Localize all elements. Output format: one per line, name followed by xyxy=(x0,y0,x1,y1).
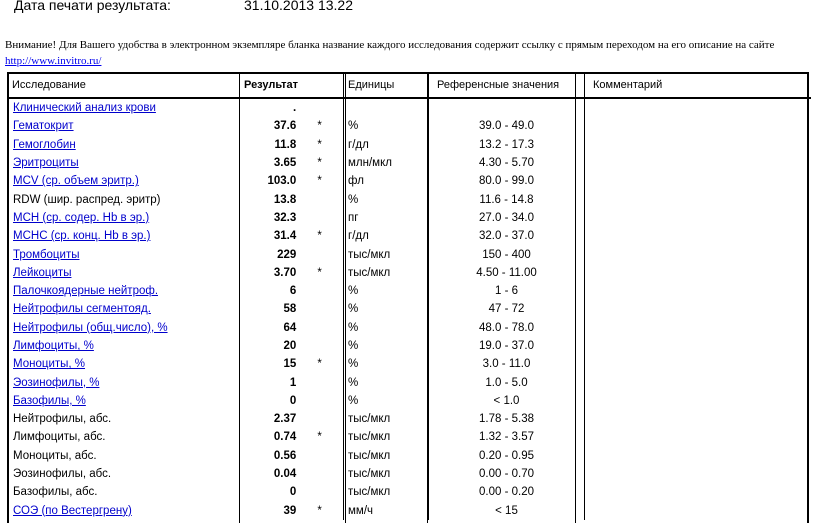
result-value: 0 xyxy=(289,394,297,407)
test-name: Лимфоциты, абс. xyxy=(13,431,106,444)
abnormal-flag: * xyxy=(317,157,322,170)
abnormal-flag: * xyxy=(317,358,322,371)
test-name-cell xyxy=(7,337,249,355)
comment-cell xyxy=(585,337,812,355)
unit-cell: % xyxy=(344,190,429,208)
invitro-site-link[interactable]: http://www.invitro.ru/ xyxy=(5,54,102,67)
result-value: 0.04 xyxy=(273,468,297,481)
reference-range-cell: 13.2 - 17.3 xyxy=(429,136,585,154)
result-value: 2.37 xyxy=(273,413,297,426)
results-table xyxy=(7,72,811,520)
reference-range-cell: 1.0 - 5.0 xyxy=(429,373,585,391)
table-row xyxy=(7,190,811,208)
reference-range-cell: 48.0 - 78.0 xyxy=(429,319,585,337)
test-name: Нейтрофилы, абс. xyxy=(13,413,112,426)
comment-cell xyxy=(585,172,812,190)
comment-cell xyxy=(585,245,812,263)
test-name-link[interactable]: Эозинофилы, % xyxy=(13,376,100,389)
reference-range-cell: 32.0 - 37.0 xyxy=(429,227,585,245)
table-row xyxy=(7,117,811,135)
abnormal-flag xyxy=(296,337,343,355)
result-value: 1 xyxy=(289,376,297,389)
comment-cell xyxy=(585,465,812,483)
test-name-cell xyxy=(7,447,249,465)
unit-cell: фл xyxy=(344,172,429,190)
test-name-cell xyxy=(7,373,249,391)
reference-range-cell: 80.0 - 99.0 xyxy=(429,172,585,190)
test-name-link[interactable]: Гематокрит xyxy=(13,120,74,133)
reference-range-cell: 1 - 6 xyxy=(429,282,585,300)
test-name-link[interactable]: MCH (ср. содер. Hb в эр.) xyxy=(13,211,150,224)
comment-cell xyxy=(585,154,812,172)
table-row xyxy=(7,154,811,172)
result-value: 0.74 xyxy=(273,431,297,444)
abnormal-flag: * xyxy=(317,504,322,517)
test-name-link[interactable]: Моноциты, % xyxy=(13,358,86,371)
column-divider xyxy=(239,72,240,523)
comment-cell xyxy=(585,410,812,428)
column-header-result-cell xyxy=(244,72,344,98)
table-row xyxy=(7,319,811,337)
table-row xyxy=(7,136,811,154)
column-divider xyxy=(345,72,346,523)
test-name-link[interactable]: Нейтрофилы сегментояд. xyxy=(13,303,151,316)
test-name-cell xyxy=(7,245,249,263)
table-row xyxy=(7,245,811,263)
unit-cell xyxy=(344,98,429,117)
test-name-cell xyxy=(7,465,249,483)
result-value: 39 xyxy=(283,504,297,517)
table-row xyxy=(7,209,811,227)
test-name-link[interactable]: Лимфоциты, % xyxy=(13,340,94,352)
table-row xyxy=(7,465,811,483)
comment-cell xyxy=(585,227,812,245)
comment-cell xyxy=(585,392,812,410)
reference-range-cell: < 15 xyxy=(429,502,585,520)
results-body xyxy=(7,98,811,520)
test-name-link[interactable]: Тромбоциты xyxy=(13,248,80,261)
reference-range-cell: 0.20 - 0.95 xyxy=(429,447,585,465)
unit-cell: тыс/мкл xyxy=(344,447,429,465)
table-row xyxy=(7,502,811,520)
table-header-row xyxy=(7,72,811,98)
test-name-cell xyxy=(7,98,249,117)
comment-cell xyxy=(585,136,812,154)
table-row xyxy=(7,337,811,355)
test-name-link[interactable]: Клинический анализ крови xyxy=(13,102,156,115)
test-name-cell xyxy=(7,300,249,318)
column-header-result: Результат xyxy=(244,78,299,91)
abnormal-flag xyxy=(296,319,343,337)
unit-cell: % xyxy=(344,373,429,391)
test-name-cell xyxy=(7,502,249,520)
reference-range-cell: < 1.0 xyxy=(429,392,585,410)
test-name-cell xyxy=(7,209,249,227)
unit-cell: % xyxy=(344,355,429,373)
reference-range-cell: 11.6 - 14.8 xyxy=(429,190,585,208)
reference-range-cell: 0.00 - 0.20 xyxy=(429,483,585,501)
table-row xyxy=(7,447,811,465)
table-row xyxy=(7,392,811,410)
print-date-value: 31.10.2013 13.22 xyxy=(244,0,353,13)
test-name-link[interactable]: Гемоглобин xyxy=(13,138,76,151)
test-name-cell xyxy=(7,264,249,282)
abnormal-flag xyxy=(296,190,343,208)
test-name-cell xyxy=(7,355,249,373)
test-name-link[interactable]: MCV (ср. объем эритр.) xyxy=(13,175,139,188)
abnormal-flag xyxy=(296,98,343,117)
test-name-link[interactable]: СОЭ (по Вестергрену) xyxy=(13,504,132,517)
reference-range-cell: 150 - 400 xyxy=(429,245,585,263)
test-name-link[interactable]: Эритроциты xyxy=(13,157,79,170)
result-value: 0 xyxy=(289,486,297,499)
unit-cell: млн/мкл xyxy=(344,154,429,172)
unit-cell: тыс/мкл xyxy=(344,264,429,282)
test-name-cell xyxy=(7,428,249,446)
result-value: 3.70 xyxy=(273,266,297,279)
abnormal-flag: * xyxy=(317,266,322,279)
table-row xyxy=(7,300,811,318)
abnormal-flag xyxy=(296,483,343,501)
test-name-link[interactable]: Базофилы, % xyxy=(13,394,86,407)
table-row xyxy=(7,373,811,391)
table-row xyxy=(7,355,811,373)
result-value: 15 xyxy=(283,358,297,371)
abnormal-flag xyxy=(296,300,343,318)
test-name-cell xyxy=(7,190,249,208)
test-name: Базофилы, абс. xyxy=(13,486,98,499)
test-name: RDW (шир. распред. эритр) xyxy=(13,193,161,206)
comment-cell xyxy=(585,98,812,117)
test-name-link[interactable]: Лейкоциты xyxy=(13,266,72,279)
column-header-units: Единицы xyxy=(344,72,429,98)
test-name-cell xyxy=(7,410,249,428)
reference-range-cell xyxy=(429,98,585,117)
reference-range-cell: 47 - 72 xyxy=(429,300,585,318)
abnormal-flag: * xyxy=(317,175,322,188)
test-name-cell xyxy=(7,154,249,172)
result-value: 13.8 xyxy=(273,193,297,206)
table-row xyxy=(7,172,811,190)
unit-cell: тыс/мкл xyxy=(344,410,429,428)
test-name-link[interactable]: Палочкоядерные нейтроф. xyxy=(13,285,159,298)
unit-cell: тыс/мкл xyxy=(344,465,429,483)
print-date-label: Дата печати результата: xyxy=(14,0,171,13)
result-value: 20 xyxy=(283,340,297,352)
test-name-cell xyxy=(7,282,249,300)
unit-cell: тыс/мкл xyxy=(344,428,429,446)
reference-range-cell: 4.30 - 5.70 xyxy=(429,154,585,172)
column-header-reference: Референсные значения xyxy=(429,72,585,98)
result-value: 3.65 xyxy=(273,157,297,170)
unit-cell: % xyxy=(344,282,429,300)
notice-text xyxy=(5,38,805,69)
result-value: 229 xyxy=(277,248,297,261)
abnormal-flag: * xyxy=(317,431,322,444)
comment-cell xyxy=(585,300,812,318)
result-value: 32.3 xyxy=(273,211,297,224)
column-header-test: Исследование xyxy=(7,72,249,98)
unit-cell: % xyxy=(344,337,429,355)
comment-cell xyxy=(585,502,812,520)
result-value: 11.8 xyxy=(274,138,297,151)
comment-cell xyxy=(585,117,812,135)
result-value: 0.56 xyxy=(273,449,297,462)
abnormal-flag: * xyxy=(317,230,322,243)
table-row xyxy=(7,410,811,428)
test-name-link[interactable]: MCHC (ср. конц. Hb в эр.) xyxy=(13,230,151,243)
unit-cell: мм/ч xyxy=(344,502,429,520)
comment-cell xyxy=(585,282,812,300)
comment-cell xyxy=(585,428,812,446)
column-header-comment: Комментарий xyxy=(585,72,812,98)
abnormal-flag xyxy=(296,373,343,391)
reference-range-cell: 1.32 - 3.57 xyxy=(429,428,585,446)
result-value: 6 xyxy=(289,285,297,298)
test-name: Эозинофилы, абс. xyxy=(13,468,112,481)
result-value: 64 xyxy=(283,321,297,334)
reference-range-cell: 3.0 - 11.0 xyxy=(429,355,585,373)
result-value: 103.0 xyxy=(267,175,297,188)
result-value: 31.4 xyxy=(273,230,297,243)
test-name-cell xyxy=(7,227,249,245)
table-row xyxy=(7,282,811,300)
reference-range-cell: 27.0 - 34.0 xyxy=(429,209,585,227)
comment-cell xyxy=(585,483,812,501)
unit-cell: г/дл xyxy=(344,136,429,154)
unit-cell: % xyxy=(344,117,429,135)
abnormal-flag: * xyxy=(317,138,322,151)
notice-body: Внимание! Для Вашего удобства в электронном экземпляре бланка название каждого исследования содержит ссылку с прямым переходом на его описание на сайте xyxy=(5,39,775,51)
table-row xyxy=(7,264,811,282)
abnormal-flag xyxy=(296,410,343,428)
abnormal-flag xyxy=(296,282,343,300)
abnormal-flag xyxy=(296,392,343,410)
unit-cell: % xyxy=(344,392,429,410)
test-name-cell xyxy=(7,319,249,337)
table-row xyxy=(7,98,811,117)
test-name-cell xyxy=(7,117,249,135)
comment-cell xyxy=(585,190,812,208)
table-row xyxy=(7,428,811,446)
reference-range-cell: 4.50 - 11.00 xyxy=(429,264,585,282)
result-value: 37.6 xyxy=(273,120,297,133)
reference-range-cell: 19.0 - 37.0 xyxy=(429,337,585,355)
unit-cell: % xyxy=(344,319,429,337)
column-divider xyxy=(575,72,576,523)
table-row xyxy=(7,483,811,501)
column-divider xyxy=(427,72,428,523)
table-row xyxy=(7,227,811,245)
result-value: 58 xyxy=(283,303,297,316)
test-name-cell xyxy=(7,136,249,154)
abnormal-flag xyxy=(296,465,343,483)
test-name-cell xyxy=(7,172,249,190)
comment-cell xyxy=(585,447,812,465)
comment-cell xyxy=(585,319,812,337)
unit-cell: тыс/мкл xyxy=(344,483,429,501)
abnormal-flag xyxy=(296,245,343,263)
comment-cell xyxy=(585,209,812,227)
result-value: . xyxy=(293,102,297,115)
unit-cell: тыс/мкл xyxy=(344,245,429,263)
unit-cell: пг xyxy=(344,209,429,227)
reference-range-cell: 1.78 - 5.38 xyxy=(429,410,585,428)
test-name: Моноциты, абс. xyxy=(13,449,97,462)
unit-cell: % xyxy=(344,300,429,318)
reference-range-cell: 39.0 - 49.0 xyxy=(429,117,585,135)
comment-cell xyxy=(585,355,812,373)
abnormal-flag xyxy=(296,447,343,465)
test-name-cell xyxy=(7,392,249,410)
abnormal-flag xyxy=(296,209,343,227)
reference-range-cell: 0.00 - 0.70 xyxy=(429,465,585,483)
test-name-cell xyxy=(7,483,249,501)
test-name-link[interactable]: Нейтрофилы (общ.число), % xyxy=(13,321,168,334)
abnormal-flag: * xyxy=(317,120,322,133)
unit-cell: г/дл xyxy=(344,227,429,245)
comment-cell xyxy=(585,373,812,391)
comment-cell xyxy=(585,264,812,282)
